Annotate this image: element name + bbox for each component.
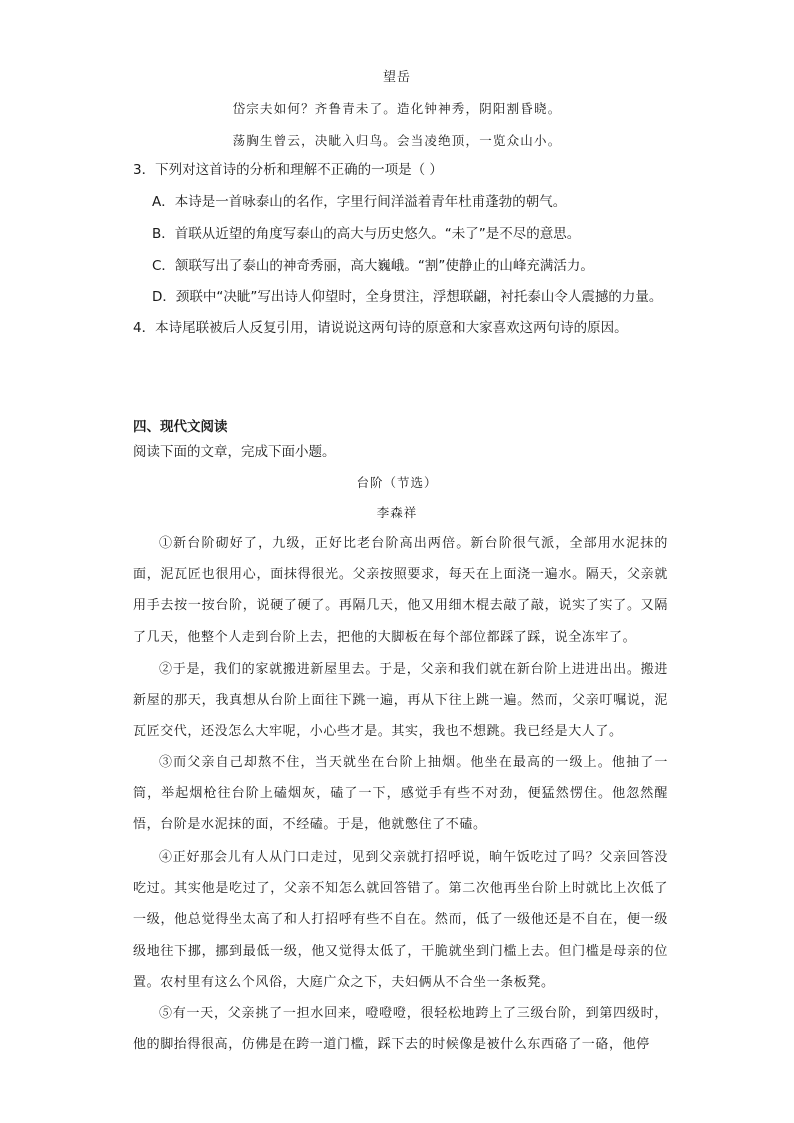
question-3-option-a: A．本诗是一首咏泰山的名作，字里行间洋溢着青年杜甫蓬勃的朝气。 xyxy=(152,194,567,210)
question-4-stem: 4．本诗尾联被后人反复引用，请说说这两句诗的原意和大家喜欢这两句诗的原因。 xyxy=(133,320,628,336)
article-author: 李森祥 xyxy=(376,505,418,520)
question-3-option-c: C．颔联写出了泰山的神奇秀丽，高大巍峨。“割”使静止的山峰充满活力。 xyxy=(152,258,594,274)
question-3-stem: 3．下列对这首诗的分析和理解不正确的一项是（ ） xyxy=(133,162,443,178)
section-instruction: 阅读下面的文章，完成下面小题。 xyxy=(133,444,336,460)
poem-line-2: 荡胸生曾云，决眦入归鸟。会当凌绝顶，一览众山小。 xyxy=(232,133,562,148)
article-paragraph-4: ④正好那会儿有人从门口走过，见到父亲就打招呼说，晌午饭吃过了吗？父亲回答没吃过。其实他是吃过了，父亲不知怎么就回答错了。第二次他再坐台阶上时就比上次低了一级，他总觉得坐太高了和人打招呼有些不自在。然而，低了一级他还是不自在，便一级级地往下挪，挪到最低一级，他又觉得太低了，干脆就坐到门槛上去。但门槛是母亲的位置。农村里有这么个风俗，大庭广众之下，夫妇俩从不合坐一条板凳。 xyxy=(133,850,668,990)
article-paragraph-1: ①新台阶砌好了，九级，正好比老台阶高出两倍。新台阶很气派，全部用水泥抹的面，泥瓦匠也很用心，面抹得很光。父亲按照要求，每天在上面浇一遍水。隔天，父亲就用手去按一按台阶，说硬了硬了。再隔几天，他又用细木棍去敲了敲，说实了实了。又隔了几天，他整个人走到台阶上去，把他的大脚板在每个部位都踩了踩，说全冻牢了。 xyxy=(133,536,668,645)
article-paragraph-3: ③而父亲自己却熬不住，当天就坐在台阶上抽烟。他坐在最高的一级上。他抽了一筒，举起烟枪往台阶上磕烟灰，磕了一下，感觉手有些不对劲，便猛然愣住。他忽然醒悟，台阶是水泥抹的面，不经磕。于是，他就憋住了不磕。 xyxy=(133,755,668,833)
poem-title: 望岳 xyxy=(382,70,411,85)
article-paragraph-2: ②于是，我们的家就搬进新屋里去。于是，父亲和我们就在新台阶上进进出出。搬进新屋的那天，我真想从台阶上面往下跳一遍，再从下往上跳一遍。然而，父亲叮嘱说，泥瓦匠交代，还没怎么大牢呢，小心些才是。其实，我也不想跳。我已经是大人了。 xyxy=(133,662,668,740)
question-3-option-b: B．首联从近望的角度写泰山的高大与历史悠久。“未了”是不尽的意思。 xyxy=(152,226,581,242)
poem-line-1: 岱宗夫如何？齐鲁青未了。造化钟神秀，阴阳割昏晓。 xyxy=(232,101,562,116)
article-title: 台阶（节选） xyxy=(356,475,438,490)
section-heading: 四、现代文阅读 xyxy=(133,419,228,435)
article-paragraph-5: ⑤有一天，父亲挑了一担水回来，噔噔噔，很轻松地跨上了三级台阶，到第四级时，他的脚抬得很高，仿佛是在跨一道门槛，踩下去的时候像是被什么东西硌了一硌，他停 xyxy=(133,1006,668,1053)
question-3-option-d: D．颈联中“决眦”写出诗人仰望时，全身贯注，浮想联翩，衬托泰山令人震撼的力量。 xyxy=(152,289,663,305)
